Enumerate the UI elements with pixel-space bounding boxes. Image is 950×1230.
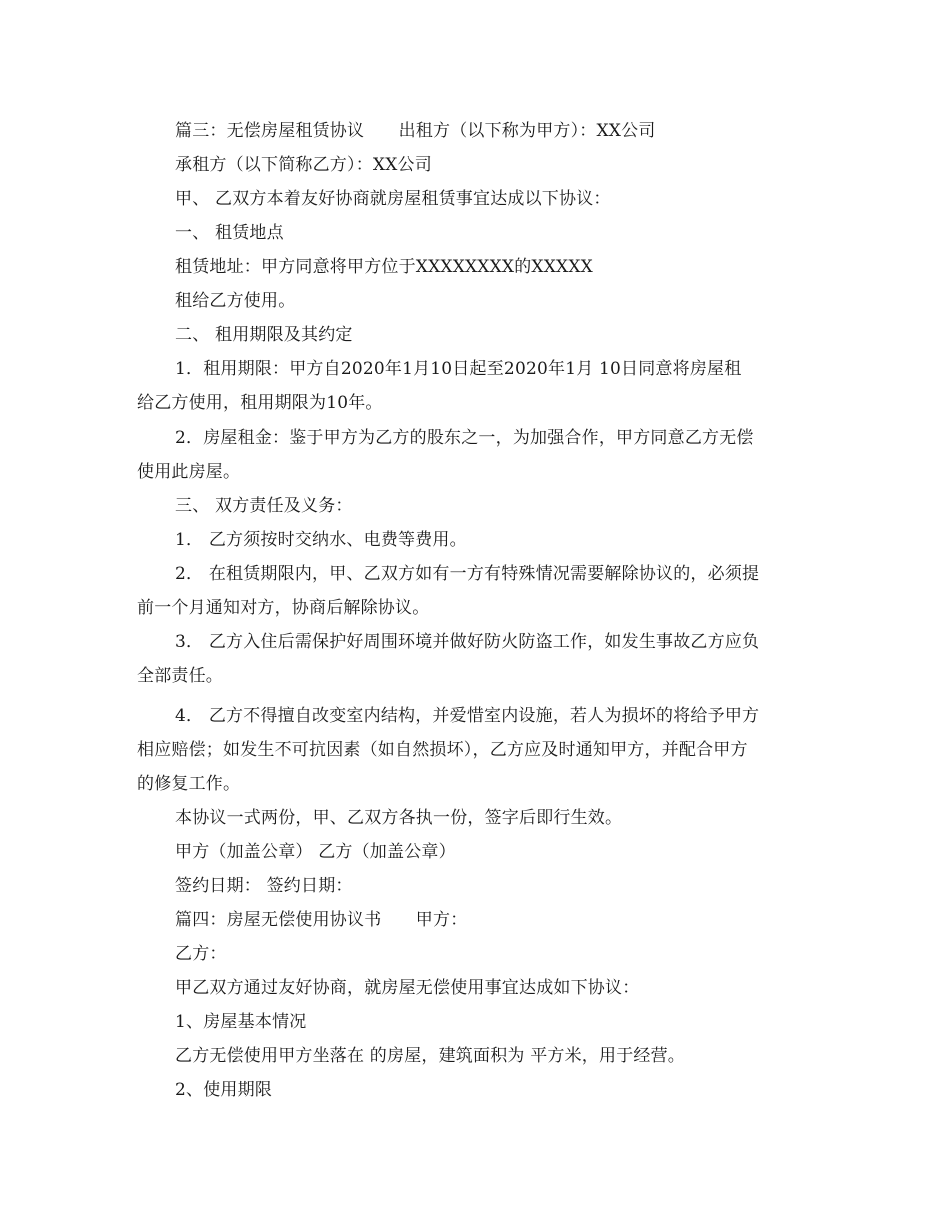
section-3-heading: 篇三：无偿房屋租赁协议 出租方（以下称为甲方）：XX公司 [175, 121, 656, 141]
item-1-heading: 1、房屋基本情况 [175, 1012, 307, 1032]
address-line: 租赁地址：甲方同意将甲方位于XXXXXXXX的XXXXX [175, 257, 593, 277]
seal-line: 甲方（加盖公章） 乙方（加盖公章） [175, 842, 456, 862]
duty-3-line-cont: 全部责任。 [137, 666, 223, 686]
effect-line: 本协议一式两份，甲、乙双方各执一份，签字后即行生效。 [175, 808, 623, 828]
duty-4-line-cont-2: 的修复工作。 [137, 774, 241, 794]
duty-4-line-cont: 相应赔偿；如发生不可抗因素（如自然损坏），乙方应及时通知甲方，并配合甲方 [137, 740, 748, 760]
lessee-line: 承租方（以下简称乙方）：XX公司 [175, 155, 432, 175]
duty-3-line: 3． 乙方入住后需保护好周围环境并做好防火防盗工作，如发生事故乙方应负 [175, 632, 760, 652]
duty-4-line: 4． 乙方不得擅自改变室内结构，并爱惜室内设施，若人为损坏的将给予甲方 [175, 706, 760, 726]
duty-1-line: 1． 乙方须按时交纳水、电费等费用。 [175, 530, 467, 550]
clause-1-heading: 一、 租赁地点 [175, 223, 284, 243]
term-line-cont: 给乙方使用，租用期限为10年。 [137, 393, 383, 413]
rent-line-cont: 使用此房屋。 [137, 462, 241, 482]
address-line-cont: 租给乙方使用。 [175, 291, 296, 311]
clause-2-heading: 二、 租用期限及其约定 [175, 325, 353, 345]
clause-3-heading: 三、 双方责任及义务： [175, 496, 353, 516]
term-line: 1．租用期限：甲方自2020年1月10日起至2020年1月 10日同意将房屋租 [175, 359, 742, 379]
rent-line: 2．房屋租金：鉴于甲方为乙方的股东之一，为加强合作，甲方同意乙方无偿 [175, 428, 754, 448]
preamble-line: 甲、 乙双方本着友好协商就房屋租赁事宜达成以下协议： [175, 189, 611, 209]
party-b-line: 乙方： [175, 944, 227, 964]
duty-2-line: 2． 在租赁期限内，甲、乙双方如有一方有特殊情况需要解除协议的，必须提 [175, 564, 760, 584]
item-2-heading: 2、使用期限 [175, 1080, 273, 1100]
agreement-intro-line: 甲乙双方通过友好协商，就房屋无偿使用事宜达成如下协议： [175, 978, 640, 998]
property-line: 乙方无偿使用甲方坐落在 的房屋，建筑面积为 平方米，用于经营。 [175, 1046, 686, 1066]
duty-2-line-cont: 前一个月通知对方，协商后解除协议。 [137, 598, 430, 618]
section-4-heading: 篇四：房屋无偿使用协议书 甲方： [175, 910, 468, 930]
sign-date-line: 签约日期： 签约日期： [175, 876, 353, 896]
